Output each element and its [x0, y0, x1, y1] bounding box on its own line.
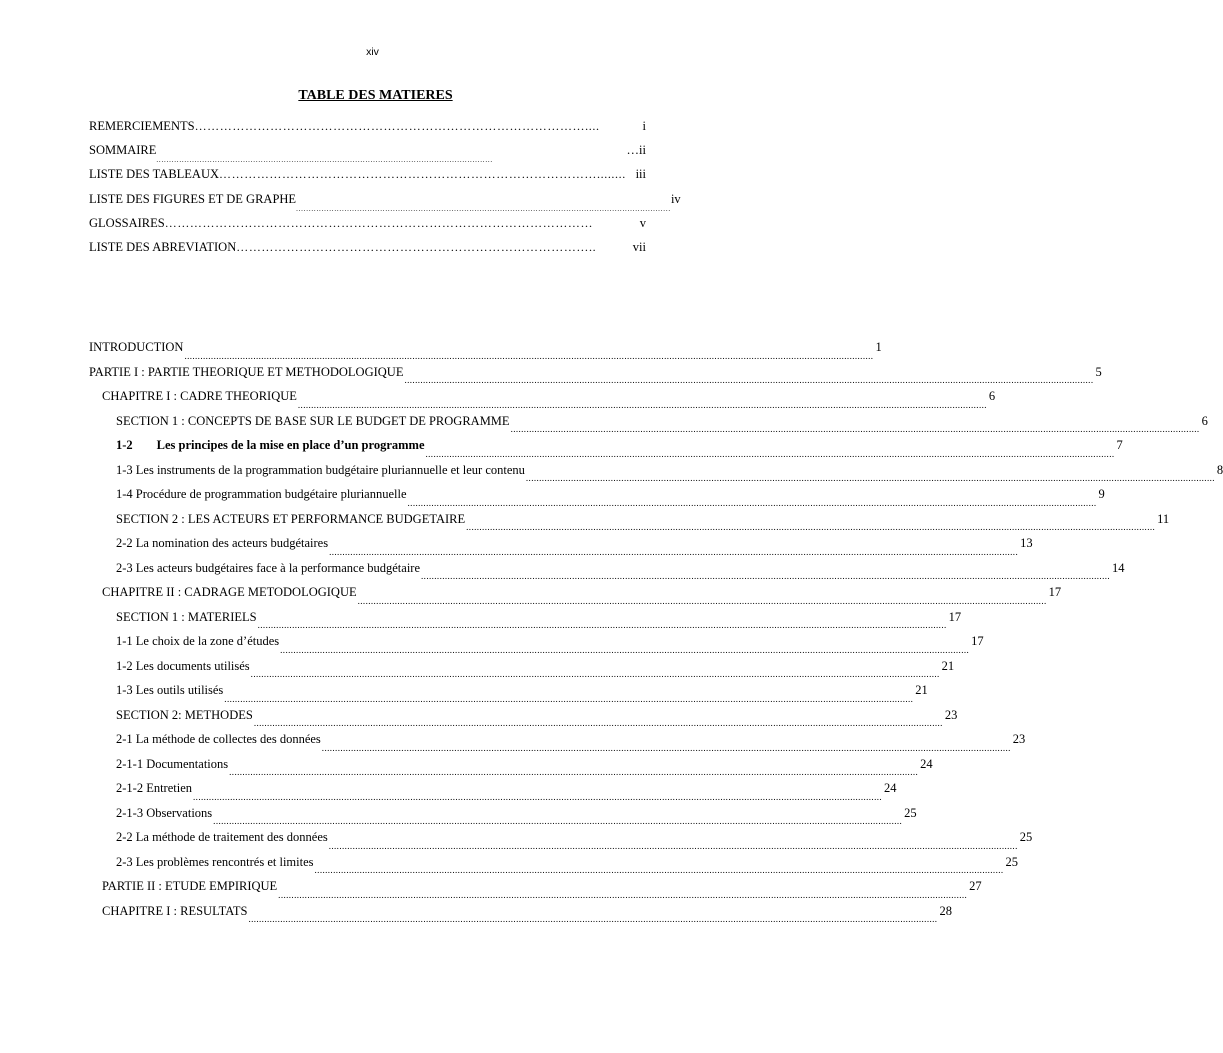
toc-entry-label: SECTION 2: METHODES — [116, 707, 253, 722]
toc-entry-label: 1-3 Les outils utilisés — [116, 683, 224, 697]
front-matter-page: iii — [635, 167, 646, 182]
toc-entry-label: 1-3 Les instruments de la programmation budgétaire pluriannuelle et leur contenu — [116, 462, 525, 477]
dot-leader: .................................................................................................................................................................................................................................................................... — [193, 791, 883, 802]
toc-entry-label: SECTION 1 : MATERIELS — [116, 609, 257, 624]
toc-entry[interactable] — [89, 634, 984, 659]
front-matter-list — [89, 119, 681, 264]
toc-entry-page: 25 — [1019, 830, 1033, 844]
toc-entry[interactable] — [89, 903, 952, 929]
toc-entry-label: 1-1 Le choix de la zone d’études — [116, 634, 280, 648]
toc-entry-page: 8 — [1216, 462, 1223, 477]
toc-entry[interactable] — [89, 340, 882, 365]
toc-entry[interactable] — [89, 756, 933, 782]
dot-leader: .................................................................................................................................... — [156, 156, 493, 165]
toc-entry-label: 2-1 La méthode de collectes des données — [116, 732, 321, 746]
toc-entry-page: 17 — [948, 609, 962, 624]
dot-leader: .................................................................................................................................................................................................................................................................... — [184, 350, 874, 361]
toc-entry-label: 2-3 Les problèmes rencontrés et limites — [116, 854, 314, 869]
dot-leader: .................................................................................................................................................................................................................................................................... — [280, 644, 970, 655]
toc-entry-heading — [116, 438, 426, 453]
dot-leader: ………………………………………………………………………….. — [236, 239, 597, 254]
toc-entry-page: 14 — [1112, 560, 1125, 575]
toc-entry-label: Les principes de la mise en place d’un programme — [156, 438, 425, 452]
toc-entry-page: 5 — [1095, 364, 1102, 379]
toc-entry-label: 2-1-1 Documentations — [116, 756, 229, 771]
front-matter-page: vii — [632, 239, 646, 254]
dot-leader: .................................................................................................................................................................................................................................................................... — [297, 399, 987, 410]
toc-entry-label: INTRODUCTION — [89, 340, 184, 354]
toc-entry-label: CHAPITRE I : RESULTATS — [102, 903, 248, 918]
dot-leader: ................................................................................................................................................... — [296, 204, 671, 213]
dot-leader: .................................................................................................................................................................................................................................................................... — [421, 571, 1111, 581]
toc-entry[interactable] — [89, 487, 1105, 512]
toc-entry[interactable] — [89, 805, 917, 831]
dot-leader: .................................................................................................................................................................................................................................................................... — [213, 816, 903, 826]
toc-entry-label: 2-1-3 Observations — [116, 805, 213, 820]
toc-entry-label: PARTIE II : ETUDE EMPIRIQUE — [102, 879, 278, 893]
front-matter-label: LISTE DES TABLEAUX — [89, 167, 220, 182]
toc-entry[interactable] — [89, 854, 1019, 880]
toc-entry-page: 1 — [875, 340, 882, 354]
front-matter-label: REMERCIEMENTS — [89, 119, 195, 133]
toc-entry-page: 23 — [1012, 732, 1026, 746]
dot-leader: .................................................................................................................................................................................................................................................................... — [314, 865, 1004, 875]
toc-entry[interactable] — [89, 536, 1033, 561]
toc-entry-page: 11 — [1157, 511, 1170, 526]
toc-entry-page: 24 — [920, 756, 933, 771]
toc-entry[interactable] — [89, 658, 955, 684]
dot-leader: .................................................................................................................................................................................................................................................................... — [328, 840, 1018, 851]
dot-leader: .................................................................................................................................................................................................................................................................... — [525, 473, 1215, 483]
toc-entry-page: 28 — [939, 903, 952, 918]
dot-leader: .................................................................................................................................................................................................................................................................... — [229, 767, 919, 777]
dot-leader: .................................................................................................................................................................................................................................................................... — [250, 669, 940, 679]
toc-entry[interactable] — [89, 511, 1170, 537]
dot-leader: ………………………………………………………………………………........ — [219, 167, 626, 182]
dot-leader: .................................................................................................................................................................................................................................................................... — [248, 914, 938, 924]
toc-entry-label: SECTION 1 : CONCEPTS DE BASE SUR LE BUDGET DE PROGRAMME — [116, 413, 510, 428]
dot-leader: .................................................................................................................................................................................................................................................................... — [278, 889, 968, 900]
dot-leader: .................................................................................................................................................................................................................................................................... — [404, 375, 1094, 385]
toc-entry-page: 17 — [971, 634, 984, 648]
toc-entry[interactable] — [89, 560, 1125, 586]
front-matter-entry[interactable] — [89, 119, 646, 143]
front-matter-entry[interactable] — [89, 143, 646, 167]
front-matter-label: LISTE DES FIGURES ET DE GRAPHE — [89, 191, 297, 206]
dot-leader: .................................................................................................................................................................................................................................................................... — [224, 693, 914, 704]
toc-entry-page: 9 — [1098, 487, 1105, 501]
toc-entry-page: 27 — [969, 879, 982, 893]
front-matter-entry[interactable] — [89, 216, 646, 240]
toc-entry-label: SECTION 2 : LES ACTEURS ET PERFORMANCE BUDGETAIRE — [116, 511, 466, 526]
toc-list — [89, 340, 1223, 928]
front-matter-page: v — [639, 215, 646, 230]
toc-entry-label: PARTIE I : PARTIE THEORIQUE ET METHODOLOGIQUE — [89, 364, 404, 379]
dot-leader: .................................................................................................................................................................................................................................................................... — [253, 718, 943, 728]
dot-leader: .................................................................................................................................................................................................................................................................... — [357, 595, 1047, 606]
toc-entry-page: 21 — [941, 658, 955, 673]
toc-entry[interactable] — [89, 781, 897, 806]
toc-entry[interactable] — [89, 364, 1102, 390]
front-matter-page: iv — [670, 191, 681, 206]
page-number: xiv — [366, 46, 379, 58]
toc-entry-page: 24 — [884, 781, 897, 795]
toc-entry-label: 2-3 Les acteurs budgétaires face à la performance budgétaire — [116, 560, 421, 575]
dot-leader: .................................................................................................................................................................................................................................................................... — [257, 620, 947, 630]
dot-leader: .................................................................................................................................................................................................................................................................... — [425, 448, 1115, 459]
front-matter-page: …ii — [626, 143, 646, 158]
toc-entry-label: 2-1-2 Entretien — [116, 781, 193, 795]
front-matter-page: i — [642, 119, 646, 133]
toc-title: TABLE DES MATIERES — [298, 88, 453, 103]
toc-entry-page: 13 — [1020, 536, 1033, 550]
front-matter-entry[interactable] — [89, 167, 646, 191]
dot-leader: .................................................................................................................................................................................................................................................................... — [329, 546, 1019, 557]
toc-entry-number: 1-2 — [116, 438, 133, 452]
dot-leader: ………………………………………………………………………………….... — [194, 119, 600, 133]
front-matter-entry[interactable] — [89, 191, 681, 216]
toc-entry[interactable] — [89, 879, 982, 904]
toc-entry[interactable] — [89, 830, 1033, 855]
toc-entry-page: 21 — [915, 683, 928, 697]
toc-entry-label: CHAPITRE I : CADRE THEORIQUE — [102, 389, 297, 403]
toc-entry-page: 6 — [988, 389, 996, 403]
front-matter-label: GLOSSAIRES — [89, 215, 165, 230]
toc-entry-page: 23 — [944, 707, 958, 722]
toc-entry-label: 2-2 La méthode de traitement des données — [116, 830, 328, 844]
toc-entry-page: 25 — [1005, 854, 1019, 869]
toc-entry[interactable] — [89, 413, 1208, 439]
toc-entry-page: 17 — [1048, 585, 1062, 599]
toc-entry-label: 1-2 Les documents utilisés — [116, 658, 250, 673]
dot-leader: .................................................................................................................................................................................................................................................................... — [321, 742, 1011, 753]
dot-leader: .................................................................................................................................................................................................................................................................... — [407, 497, 1097, 508]
toc-entry[interactable] — [89, 683, 928, 708]
toc-entry-page: 7 — [1116, 438, 1123, 452]
front-matter-entry[interactable] — [89, 240, 646, 264]
front-matter-label: LISTE DES ABREVIATION — [89, 239, 237, 254]
toc-entry[interactable] — [89, 707, 958, 733]
dot-leader: ………………………………………………………………………………………… — [164, 215, 594, 230]
toc-entry[interactable] — [89, 462, 1223, 488]
toc-entry[interactable] — [89, 732, 1026, 757]
dot-leader: .................................................................................................................................................................................................................................................................... — [510, 424, 1200, 434]
toc-entry[interactable] — [89, 609, 962, 635]
front-matter-label: SOMMAIRE — [89, 143, 157, 158]
toc-entry[interactable] — [89, 389, 996, 414]
toc-entry[interactable] — [89, 438, 1123, 463]
toc-entry-page: 6 — [1201, 413, 1208, 428]
toc-entry-label: 1-4 Procédure de programmation budgétaire pluriannuelle — [116, 487, 407, 501]
toc-entry-label: 2-2 La nomination des acteurs budgétaires — [116, 536, 329, 550]
toc-entry[interactable] — [89, 585, 1062, 610]
dot-leader: .................................................................................................................................................................................................................................................................... — [466, 522, 1156, 532]
toc-entry-page: 25 — [904, 805, 917, 820]
toc-entry-label: CHAPITRE II : CADRAGE METODOLOGIQUE — [102, 585, 357, 599]
